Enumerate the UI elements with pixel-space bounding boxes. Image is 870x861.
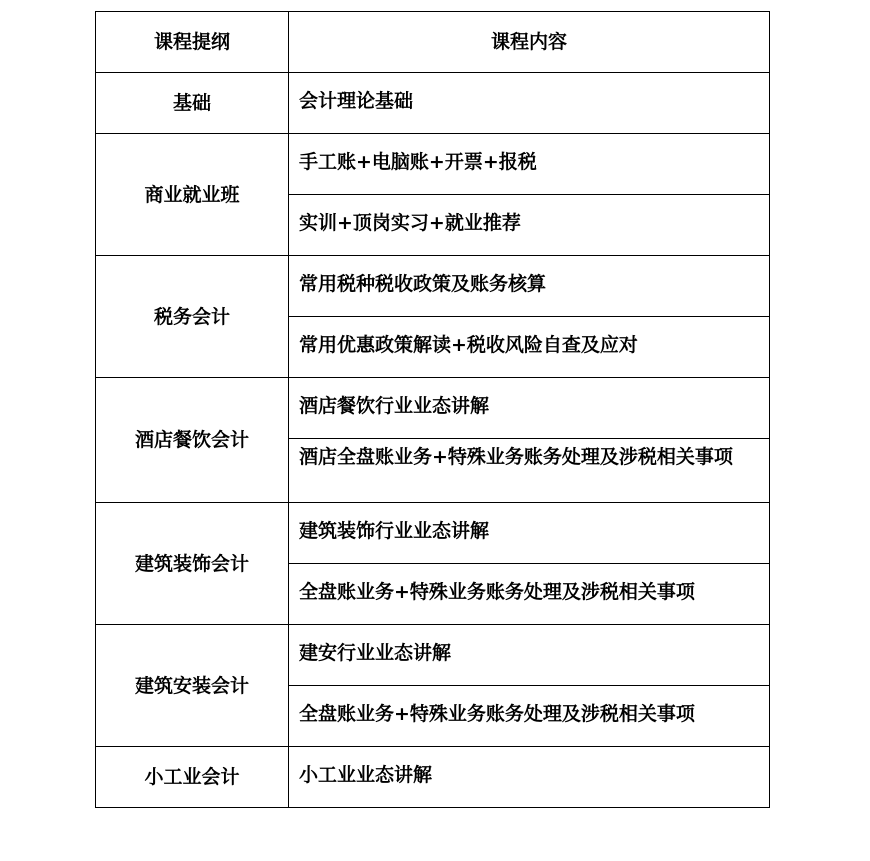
table-row	[96, 134, 770, 195]
table-row	[96, 378, 770, 439]
course-outline-table	[95, 11, 770, 808]
category-cell: 税务会计	[96, 256, 289, 378]
category-cell: 小工业会计	[96, 747, 289, 808]
content-cell: 实训+顶岗实习+就业推荐	[289, 195, 770, 256]
table-row	[96, 625, 770, 686]
content-cell: 建安行业业态讲解	[289, 625, 770, 686]
category-cell: 建筑安装会计	[96, 625, 289, 747]
content-cell: 建筑装饰行业业态讲解	[289, 503, 770, 564]
content-cell: 常用税种税收政策及账务核算	[289, 256, 770, 317]
table-row	[96, 747, 770, 808]
header-content: 课程内容	[289, 12, 770, 73]
content-cell: 酒店餐饮行业业态讲解	[289, 378, 770, 439]
content-cell: 常用优惠政策解读+税收风险自查及应对	[289, 317, 770, 378]
category-cell: 商业就业班	[96, 134, 289, 256]
content-cell: 小工业业态讲解	[289, 747, 770, 808]
category-cell: 酒店餐饮会计	[96, 378, 289, 503]
content-cell: 全盘账业务+特殊业务账务处理及涉税相关事项	[289, 686, 770, 747]
header-row	[96, 12, 770, 73]
table-row	[96, 503, 770, 564]
header-outline: 课程提纲	[96, 12, 289, 73]
table-row	[96, 73, 770, 134]
content-cell: 手工账+电脑账+开票+报税	[289, 134, 770, 195]
category-cell: 基础	[96, 73, 289, 134]
category-cell: 建筑装饰会计	[96, 503, 289, 625]
content-cell: 全盘账业务+特殊业务账务处理及涉税相关事项	[289, 564, 770, 625]
table-row	[96, 256, 770, 317]
content-cell: 酒店全盘账业务+特殊业务账务处理及涉税相关事项	[289, 439, 770, 503]
content-cell: 会计理论基础	[289, 73, 770, 134]
